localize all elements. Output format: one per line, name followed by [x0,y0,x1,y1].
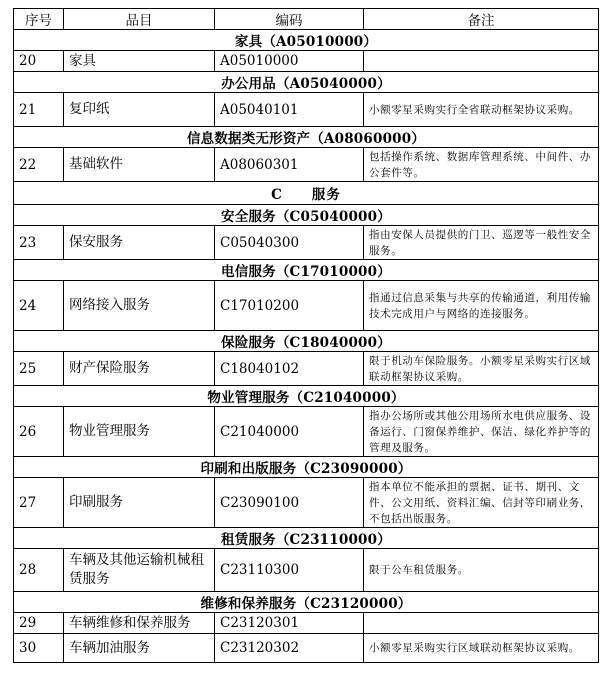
row-number: 25 [14,352,64,386]
section-row [14,386,599,407]
section-title-printing-publishing: 印刷和出版服务（C23090000） [14,457,599,478]
section-title-security-services: 安全服务（C05040000） [14,205,599,226]
row-code: C05040300 [215,226,364,260]
catalog-document [13,8,599,663]
row-code: C18040102 [215,352,364,386]
row-note: 限于公车租赁服务。 [364,549,599,592]
row-note: 限于机动车保险服务。小额零星采购实行区域联动框架协议采购。 [364,352,599,386]
row-item: 印刷服务 [64,478,215,528]
table-row [14,549,599,592]
row-item: 财产保险服务 [64,352,215,386]
row-item: 保安服务 [64,226,215,260]
row-number: 20 [14,51,64,72]
row-code: C23110300 [215,549,364,592]
row-note [364,51,599,72]
row-code: C17010200 [215,281,364,331]
row-number: 21 [14,93,64,127]
section-row [14,205,599,226]
row-note: 指由安保人员提供的门卫、巡逻等一般性安全服务。 [364,226,599,260]
row-number: 26 [14,407,64,457]
row-code: C23120301 [215,613,364,634]
row-number: 23 [14,226,64,260]
table-row [14,613,599,634]
section-row [14,127,599,148]
table-row [14,478,599,528]
table-row [14,148,599,182]
section-row [14,592,599,613]
section-row [14,331,599,352]
row-note: 指办公场所或其他公用场所水电供应服务、设备运行、门窗保养维护、保洁、绿化养护等的管理及服务。 [364,407,599,457]
row-item: 基础软件 [64,148,215,182]
section-row [14,528,599,549]
section-row [14,72,599,93]
row-note: 指通过信息采集与共享的传输通道，利用传输技术完成用户与网络的连接服务。 [364,281,599,331]
row-note: 小额零星采购实行区域联动框架协议采购。 [364,634,599,663]
section-row [14,30,599,51]
procurement-catalog-table [13,8,599,663]
row-note [364,613,599,634]
section-title-property-management: 物业管理服务（C21040000） [14,386,599,407]
row-code: A08060301 [215,148,364,182]
row-number: 27 [14,478,64,528]
section-title-repair-maintenance: 维修和保养服务（C23120000） [14,592,599,613]
header-item: 品目 [64,9,215,30]
row-number: 24 [14,281,64,331]
row-item: 复印纸 [64,93,215,127]
header-serial-number: 序号 [14,9,64,30]
table-row [14,352,599,386]
row-item: 物业管理服务 [64,407,215,457]
section-title-insurance-services: 保险服务（C18040000） [14,331,599,352]
header-code: 编码 [215,9,364,30]
table-row [14,281,599,331]
row-note: 包括操作系统、数据库管理系统、中间件、办公套件等。 [364,148,599,182]
row-item: 车辆加油服务 [64,634,215,663]
table-row [14,407,599,457]
row-item: 家具 [64,51,215,72]
section-title-intangible-assets: 信息数据类无形资产（A08060000） [14,127,599,148]
row-item: 车辆维修和保养服务 [64,613,215,634]
row-code: C21040000 [215,407,364,457]
table-header-row [14,9,599,30]
section-title-office-supplies: 办公用品（A05040000） [14,72,599,93]
table-row [14,51,599,72]
section-title-leasing-services: 租赁服务（C23110000） [14,528,599,549]
table-row [14,93,599,127]
row-number: 29 [14,613,64,634]
row-code: C23090100 [215,478,364,528]
row-number: 22 [14,148,64,182]
row-code: A05040101 [215,93,364,127]
section-row [14,457,599,478]
table-row [14,226,599,260]
table-row [14,634,599,663]
row-note: 指本单位不能承担的票据、证书、期刊、文件、公文用纸、资料汇编、信封等印刷业务，不包括出版服务。 [364,478,599,528]
row-number: 30 [14,634,64,663]
section-title-furniture: 家具（A05010000） [14,30,599,51]
row-note: 小额零星采购实行全省联动框架协议采购。 [364,93,599,127]
row-item: 车辆及其他运输机械租赁服务 [64,549,215,592]
header-note: 备注 [364,9,599,30]
row-item: 网络接入服务 [64,281,215,331]
section-row [14,260,599,281]
row-code: A05010000 [215,51,364,72]
row-code: C23120302 [215,634,364,663]
major-section-title-services: C 服务 [14,182,599,205]
section-row [14,182,599,205]
section-title-telecom-services: 电信服务（C17010000） [14,260,599,281]
row-number: 28 [14,549,64,592]
